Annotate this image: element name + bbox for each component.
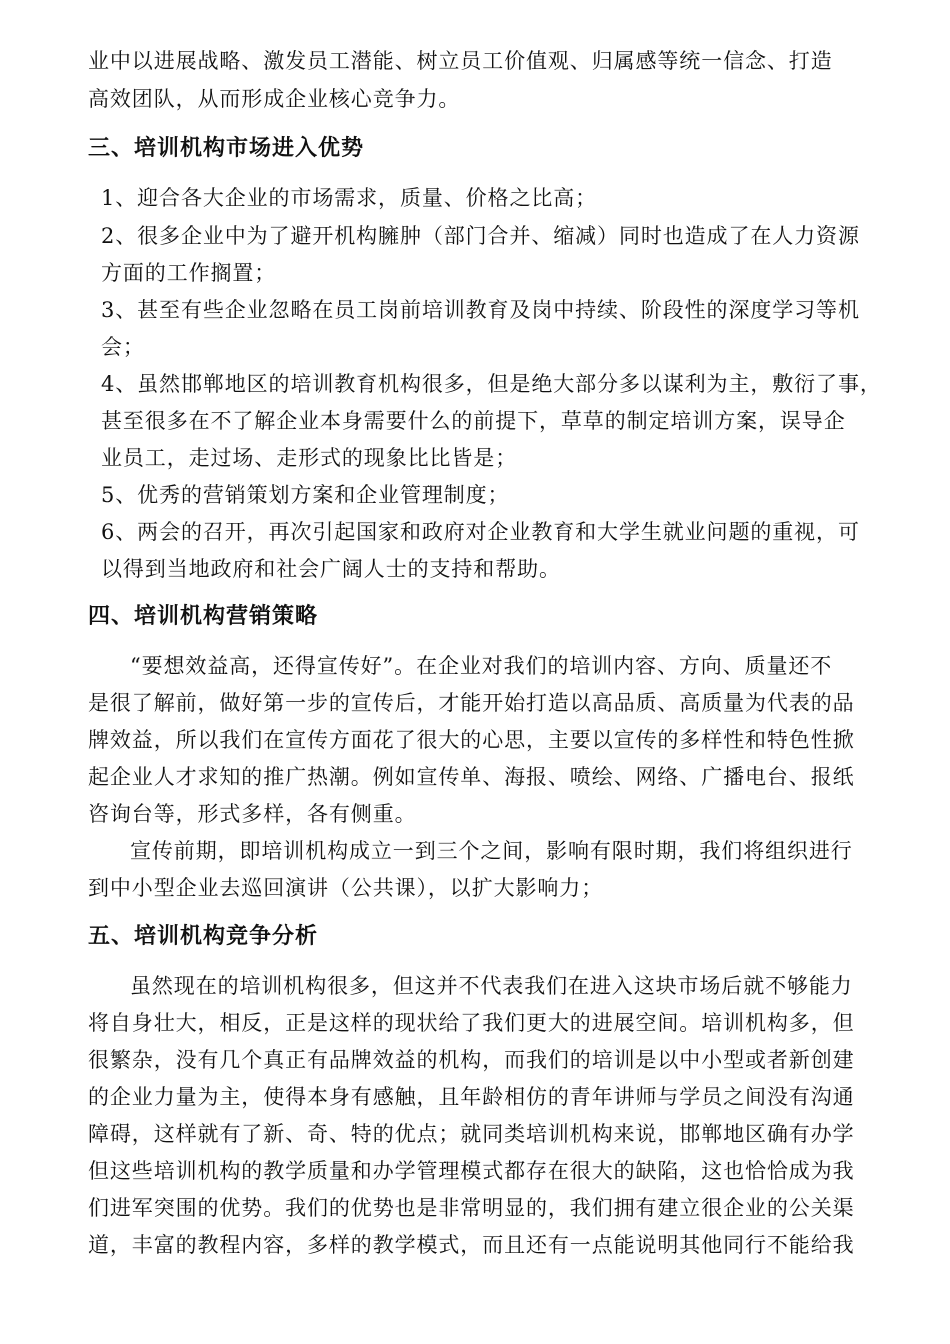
paragraph-line: 起企业人才求知的推广热潮。例如宣传单、海报、喷绘、网络、广播电台、报纸 (88, 765, 855, 789)
paragraph-line: 们进军突围的优势。我们的优势也是非常明显的，我们拥有建立很企业的公关渠 (88, 1196, 855, 1220)
list-item: 方面的工作搁置； (101, 261, 277, 285)
paragraph-line: 牌效益，所以我们在宣传方面花了很大的心思，主要以宣传的多样性和特色性掀 (88, 728, 855, 752)
paragraph-line: “要想效益高，还得宣传好”。在企业对我们的培训内容、方向、质量还不 (130, 654, 833, 678)
paragraph-line: 但这些培训机构的教学质量和办学管理模式都存在很大的缺陷，这也恰恰成为我 (88, 1159, 855, 1183)
list-item: 1、迎合各大企业的市场需求，质量、价格之比高； (101, 186, 598, 210)
paragraph-line: 咨询台等，形式多样，各有侧重。 (88, 802, 417, 826)
paragraph-line: 到中小型企业去巡回演讲（公共课），以扩大影响力； (88, 876, 604, 900)
paragraph-line: 虽然现在的培训机构很多，但这并不代表我们在进入这块市场后就不够能力 (130, 974, 853, 998)
list-item: 业员工，走过场、走形式的现象比比皆是； (101, 446, 518, 470)
paragraph-line: 是很了解前，做好第一步的宣传后，才能开始打造以高品质、高质量为代表的品 (88, 691, 855, 715)
paragraph-line: 很繁杂，没有几个真正有品牌效益的机构，而我们的培训是以中小型或者新创建 (88, 1048, 855, 1072)
list-item: 5、优秀的营销策划方案和企业管理制度； (101, 483, 510, 507)
list-item: 6、两会的召开，再次引起国家和政府对企业教育和大学生就业问题的重视，可 (101, 520, 860, 544)
paragraph-line: 宣传前期，即培训机构成立一到三个之间，影响有限时期，我们将组织进行 (130, 839, 853, 863)
list-item: 2、很多企业中为了避开机构臃肿（部门合并、缩减）同时也造成了在人力资源 (101, 224, 860, 248)
paragraph-line: 将自身壮大，相反，正是这样的现状给了我们更大的进展空间。培训机构多，但 (88, 1011, 855, 1035)
list-item: 会； (101, 335, 145, 359)
paragraph-line: 业中以进展战略、激发员工潜能、树立员工价值观、归属感等统一信念、打造 (88, 49, 833, 73)
section-heading: 四、培训机构营销策略 (88, 604, 319, 629)
list-item: 3、甚至有些企业忽略在员工岗前培训教育及岗中持续、阶段性的深度学习等机 (101, 298, 860, 322)
paragraph-line: 道，丰富的教程内容，多样的教学模式，而且还有一点能说明其他同行不能给我 (88, 1233, 855, 1257)
paragraph-line: 高效团队，从而形成企业核心竞争力。 (88, 87, 461, 111)
paragraph-line: 的企业力量为主，使得本身有感触，且年龄相仿的青年讲师与学员之间没有沟通 (88, 1085, 855, 1109)
section-heading: 五、培训机构竞争分析 (88, 924, 319, 949)
list-item: 4、虽然邯郸地区的培训教育机构很多，但是绝大部分多以谋利为主，敷衍了事， (101, 372, 882, 396)
list-item: 以得到当地政府和社会广阔人士的支持和帮助。 (101, 557, 561, 581)
list-item: 甚至很多在不了解企业本身需要什么的前提下，草草的制定培训方案，误导企 (101, 409, 846, 433)
paragraph-line: 障碍，这样就有了新、奇、特的优点；就同类培训机构来说，邯郸地区确有办学 (88, 1122, 855, 1146)
section-heading: 三、培训机构市场进入优势 (88, 136, 365, 161)
